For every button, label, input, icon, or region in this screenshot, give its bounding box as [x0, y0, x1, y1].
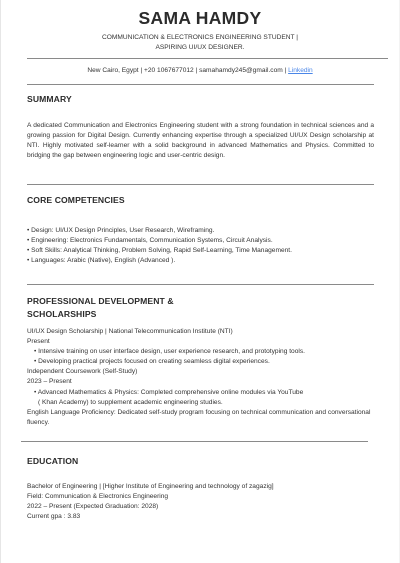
scholarship-title: UI/UX Design Scholarship | National Telecommunication Institute (NTI)	[27, 328, 233, 335]
development-divider	[21, 441, 368, 442]
scholarship-bullet-1: • Intensive training on user interface design, user experience research, and prototyping tools.	[34, 348, 305, 355]
english-proficiency-text: English Language Proficiency: Dedicated self-study program focusing on technical communication and conversational fluency.	[27, 409, 371, 426]
development-heading	[27, 295, 174, 320]
education-degree: Bachelor of Engineering | [Higher Institute of Engineering and technology of zagazig]	[27, 483, 274, 490]
page-edge	[0, 0, 1, 563]
contact-details: New Cairo, Egypt | +20 1067677012 | samahamdy245@gmail.com |	[87, 67, 289, 74]
summary-text: A dedicated Communication and Electronics Engineering student with a strong foundation in technical sciences and a growing passion for Digital Design. Currently enhancing expertise through a specialized UI/UX Design scholarship at NTI. Highly motivated self-learner with a solid background in advanced Mathematics and Physics. Committed to bridging the gap between engineering logic and user-centric design.	[27, 122, 374, 159]
scholarship-date: Present	[27, 338, 50, 345]
competency-engineering: • Engineering: Electronics Fundamentals, Communication Systems, Circuit Analysis.	[27, 237, 273, 244]
competency-design: • Design: UI/UX Design Principles, User Research, Wireframing.	[27, 227, 215, 234]
education-dates: 2022 – Present (Expected Graduation: 2028)	[27, 503, 159, 510]
competencies-divider	[27, 284, 374, 285]
summary-heading: SUMMARY	[27, 94, 72, 104]
contact-divider	[27, 84, 374, 85]
development-heading-line-2: SCHOLARSHIPS	[27, 308, 97, 319]
competency-languages: • Languages: Arabic (Native), English (Advanced ).	[27, 257, 176, 264]
development-heading-line-1: PROFESSIONAL DEVELOPMENT &	[27, 296, 174, 306]
education-gpa: Current gpa : 3.83	[27, 513, 81, 520]
headline-line-1: COMMUNICATION & ELECTRONICS ENGINEERING STUDENT |	[102, 34, 298, 41]
education-heading: EDUCATION	[27, 456, 79, 466]
headline-line-2: ASPIRING UI/UX DESIGNER.	[155, 43, 245, 51]
competency-soft-skills: • Soft Skills: Analytical Thinking, Problem Solving, Rapid Self-Learning, Time Management.	[27, 247, 292, 254]
coursework-title: Independent Coursework (Self-Study)	[27, 368, 138, 375]
header-divider	[27, 58, 388, 59]
education-field: Field: Communication & Electronics Engineering	[27, 493, 169, 500]
candidate-name: SAMA HAMDY	[138, 8, 262, 28]
coursework-bullet-line-1: • Advanced Mathematics & Physics: Completed comprehensive online modules via YouTube	[34, 389, 304, 396]
coursework-date: 2023 – Present	[27, 378, 72, 385]
candidate-headline	[60, 33, 340, 52]
competencies-heading: CORE COMPETENCIES	[27, 195, 125, 205]
coursework-bullet-line-2: ( Khan Academy) to supplement academic engineering studies.	[38, 399, 223, 406]
linkedin-link[interactable]: Linkedin	[288, 67, 313, 74]
scholarship-bullet-2: • Developing practical projects focused on creating seamless digital experiences.	[34, 358, 270, 365]
contact-line	[0, 67, 400, 74]
summary-divider	[27, 184, 374, 185]
